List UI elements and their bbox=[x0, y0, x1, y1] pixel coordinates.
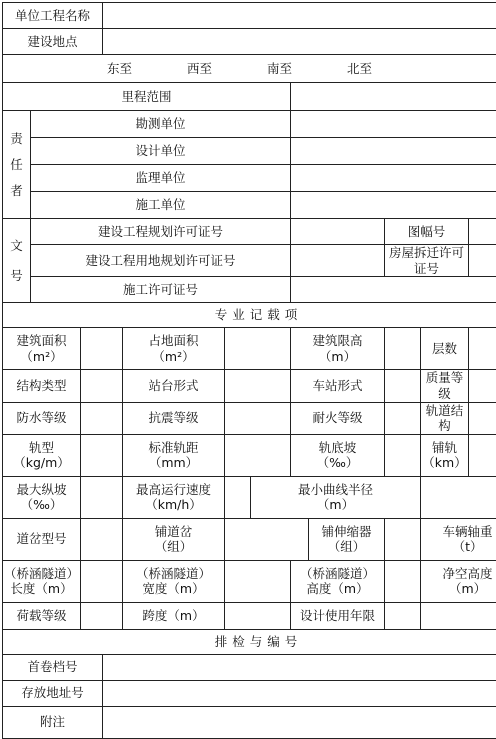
bridge-height-field[interactable] bbox=[385, 560, 421, 602]
max-gradient-field[interactable] bbox=[81, 476, 123, 518]
min-curve-radius-label: 最小曲线半径 （m） bbox=[251, 476, 421, 518]
land-permit-label: 建设工程用地规划许可证号 bbox=[31, 245, 291, 277]
demolition-permit-label: 房屋拆迁许可证号 bbox=[385, 245, 469, 277]
land-area-label: 占地面积 （m²） bbox=[123, 328, 225, 370]
load-grade-field[interactable] bbox=[81, 602, 123, 629]
max-speed-field[interactable] bbox=[225, 476, 251, 518]
construction-permit-label: 施工许可证号 bbox=[31, 277, 291, 303]
span-label: 跨度（m） bbox=[123, 602, 225, 629]
bridge-length-field[interactable] bbox=[81, 560, 123, 602]
span-field[interactable] bbox=[225, 602, 291, 629]
station-form-field[interactable] bbox=[385, 370, 421, 402]
turnout-laying-label: 铺道岔 （组） bbox=[123, 518, 225, 560]
waterproof-grade-label: 防水等级 bbox=[3, 402, 81, 434]
north-label: 北至 bbox=[347, 61, 427, 77]
mileage-label: 里程范围 bbox=[3, 83, 291, 111]
turnout-laying-field[interactable] bbox=[225, 518, 309, 560]
waterproof-grade-field[interactable] bbox=[81, 402, 123, 434]
track-laying-field[interactable] bbox=[469, 434, 496, 476]
remarks-field[interactable] bbox=[103, 706, 496, 738]
platform-form-field[interactable] bbox=[225, 370, 291, 402]
responsibility-text: 责任者 bbox=[10, 126, 24, 204]
bridge-height-label: （桥涵隧道） 高度（m） bbox=[291, 560, 385, 602]
demolition-permit-field[interactable] bbox=[469, 245, 496, 277]
first-volume-no-label: 首卷档号 bbox=[3, 654, 103, 680]
boundary-row bbox=[3, 55, 496, 83]
construction-unit-field[interactable] bbox=[291, 192, 496, 219]
floors-label: 层数 bbox=[421, 328, 469, 370]
turnout-model-field[interactable] bbox=[81, 518, 123, 560]
platform-form-label: 站台形式 bbox=[123, 370, 225, 402]
land-permit-field[interactable] bbox=[291, 245, 385, 277]
station-form-label: 车站形式 bbox=[291, 370, 385, 402]
blank-field[interactable] bbox=[421, 602, 496, 629]
documents-group-label bbox=[3, 219, 31, 303]
height-limit-field[interactable] bbox=[385, 328, 421, 370]
expansion-device-label: 铺伸缩器 （组） bbox=[309, 518, 385, 560]
bridge-width-field[interactable] bbox=[225, 560, 291, 602]
storage-address-label: 存放地址号 bbox=[3, 680, 103, 706]
land-area-field[interactable] bbox=[225, 328, 291, 370]
project-name-label: 单位工程名称 bbox=[3, 3, 103, 29]
clearance-height-label: 净空高度 （m） bbox=[421, 560, 496, 602]
track-gauge-field[interactable] bbox=[225, 434, 291, 476]
design-life-label: 设计使用年限 bbox=[291, 602, 385, 629]
fire-grade-label: 耐火等级 bbox=[291, 402, 385, 434]
track-laying-label: 铺轨 （km） bbox=[421, 434, 469, 476]
survey-unit-field[interactable] bbox=[291, 111, 496, 138]
project-record-form bbox=[2, 2, 496, 739]
rail-type-field[interactable] bbox=[81, 434, 123, 476]
location-field[interactable] bbox=[103, 29, 496, 55]
survey-unit-label: 勘测单位 bbox=[31, 111, 291, 138]
quality-grade-label: 质量等级 bbox=[421, 370, 469, 402]
mileage-field[interactable] bbox=[291, 83, 496, 111]
remarks-label: 附注 bbox=[3, 706, 103, 738]
drawing-no-label: 图幅号 bbox=[385, 219, 469, 245]
axle-load-label: 车辆轴重 （t） bbox=[421, 518, 496, 560]
seismic-grade-label: 抗震等级 bbox=[123, 402, 225, 434]
drawing-no-field[interactable] bbox=[469, 219, 496, 245]
bridge-length-label: （桥涵隧道） 长度（m） bbox=[3, 560, 81, 602]
turnout-model-label: 道岔型号 bbox=[3, 518, 81, 560]
responsibility-group-label bbox=[3, 111, 31, 219]
west-label: 西至 bbox=[187, 61, 267, 77]
track-structure-label: 轨道结构 bbox=[421, 402, 469, 434]
construction-unit-label: 施工单位 bbox=[31, 192, 291, 219]
max-speed-label: 最高运行速度 （km/h） bbox=[123, 476, 225, 518]
archive-section-title: 排检与编号 bbox=[3, 629, 496, 654]
rail-cant-label: 轨底坡 （‰） bbox=[291, 434, 385, 476]
rail-cant-field[interactable] bbox=[385, 434, 421, 476]
storage-address-field[interactable] bbox=[103, 680, 496, 706]
height-limit-label: 建筑限高 （m） bbox=[291, 328, 385, 370]
quality-grade-field[interactable] bbox=[469, 370, 496, 402]
construction-permit-field[interactable] bbox=[291, 277, 496, 303]
planning-permit-field[interactable] bbox=[291, 219, 385, 245]
seismic-grade-field[interactable] bbox=[225, 402, 291, 434]
location-label: 建设地点 bbox=[3, 29, 103, 55]
specs-section-title: 专业记载项 bbox=[3, 303, 496, 328]
structure-type-field[interactable] bbox=[81, 370, 123, 402]
load-grade-label: 荷载等级 bbox=[3, 602, 81, 629]
min-curve-radius-field[interactable] bbox=[421, 476, 496, 518]
first-volume-no-field[interactable] bbox=[103, 654, 496, 680]
south-label: 南至 bbox=[267, 61, 347, 77]
design-unit-label: 设计单位 bbox=[31, 138, 291, 165]
expansion-device-field[interactable] bbox=[385, 518, 421, 560]
building-area-label: 建筑面积 （m²） bbox=[3, 328, 81, 370]
rail-type-label: 轨型 （kg/m） bbox=[3, 434, 81, 476]
project-name-field[interactable] bbox=[103, 3, 496, 29]
track-gauge-label: 标准轨距 （mm） bbox=[123, 434, 225, 476]
supervision-unit-label: 监理单位 bbox=[31, 165, 291, 192]
east-label: 东至 bbox=[107, 61, 187, 77]
record-table bbox=[2, 2, 496, 739]
structure-type-label: 结构类型 bbox=[3, 370, 81, 402]
fire-grade-field[interactable] bbox=[385, 402, 421, 434]
planning-permit-label: 建设工程规划许可证号 bbox=[31, 219, 291, 245]
floors-field[interactable] bbox=[469, 328, 496, 370]
bridge-width-label: （桥涵隧道） 宽度（m） bbox=[123, 560, 225, 602]
max-gradient-label: 最大纵坡 （‰） bbox=[3, 476, 81, 518]
design-unit-field[interactable] bbox=[291, 138, 496, 165]
track-structure-field[interactable] bbox=[469, 402, 496, 434]
building-area-field[interactable] bbox=[81, 328, 123, 370]
design-life-field[interactable] bbox=[385, 602, 421, 629]
documents-text: 文号 bbox=[10, 231, 24, 291]
supervision-unit-field[interactable] bbox=[291, 165, 496, 192]
